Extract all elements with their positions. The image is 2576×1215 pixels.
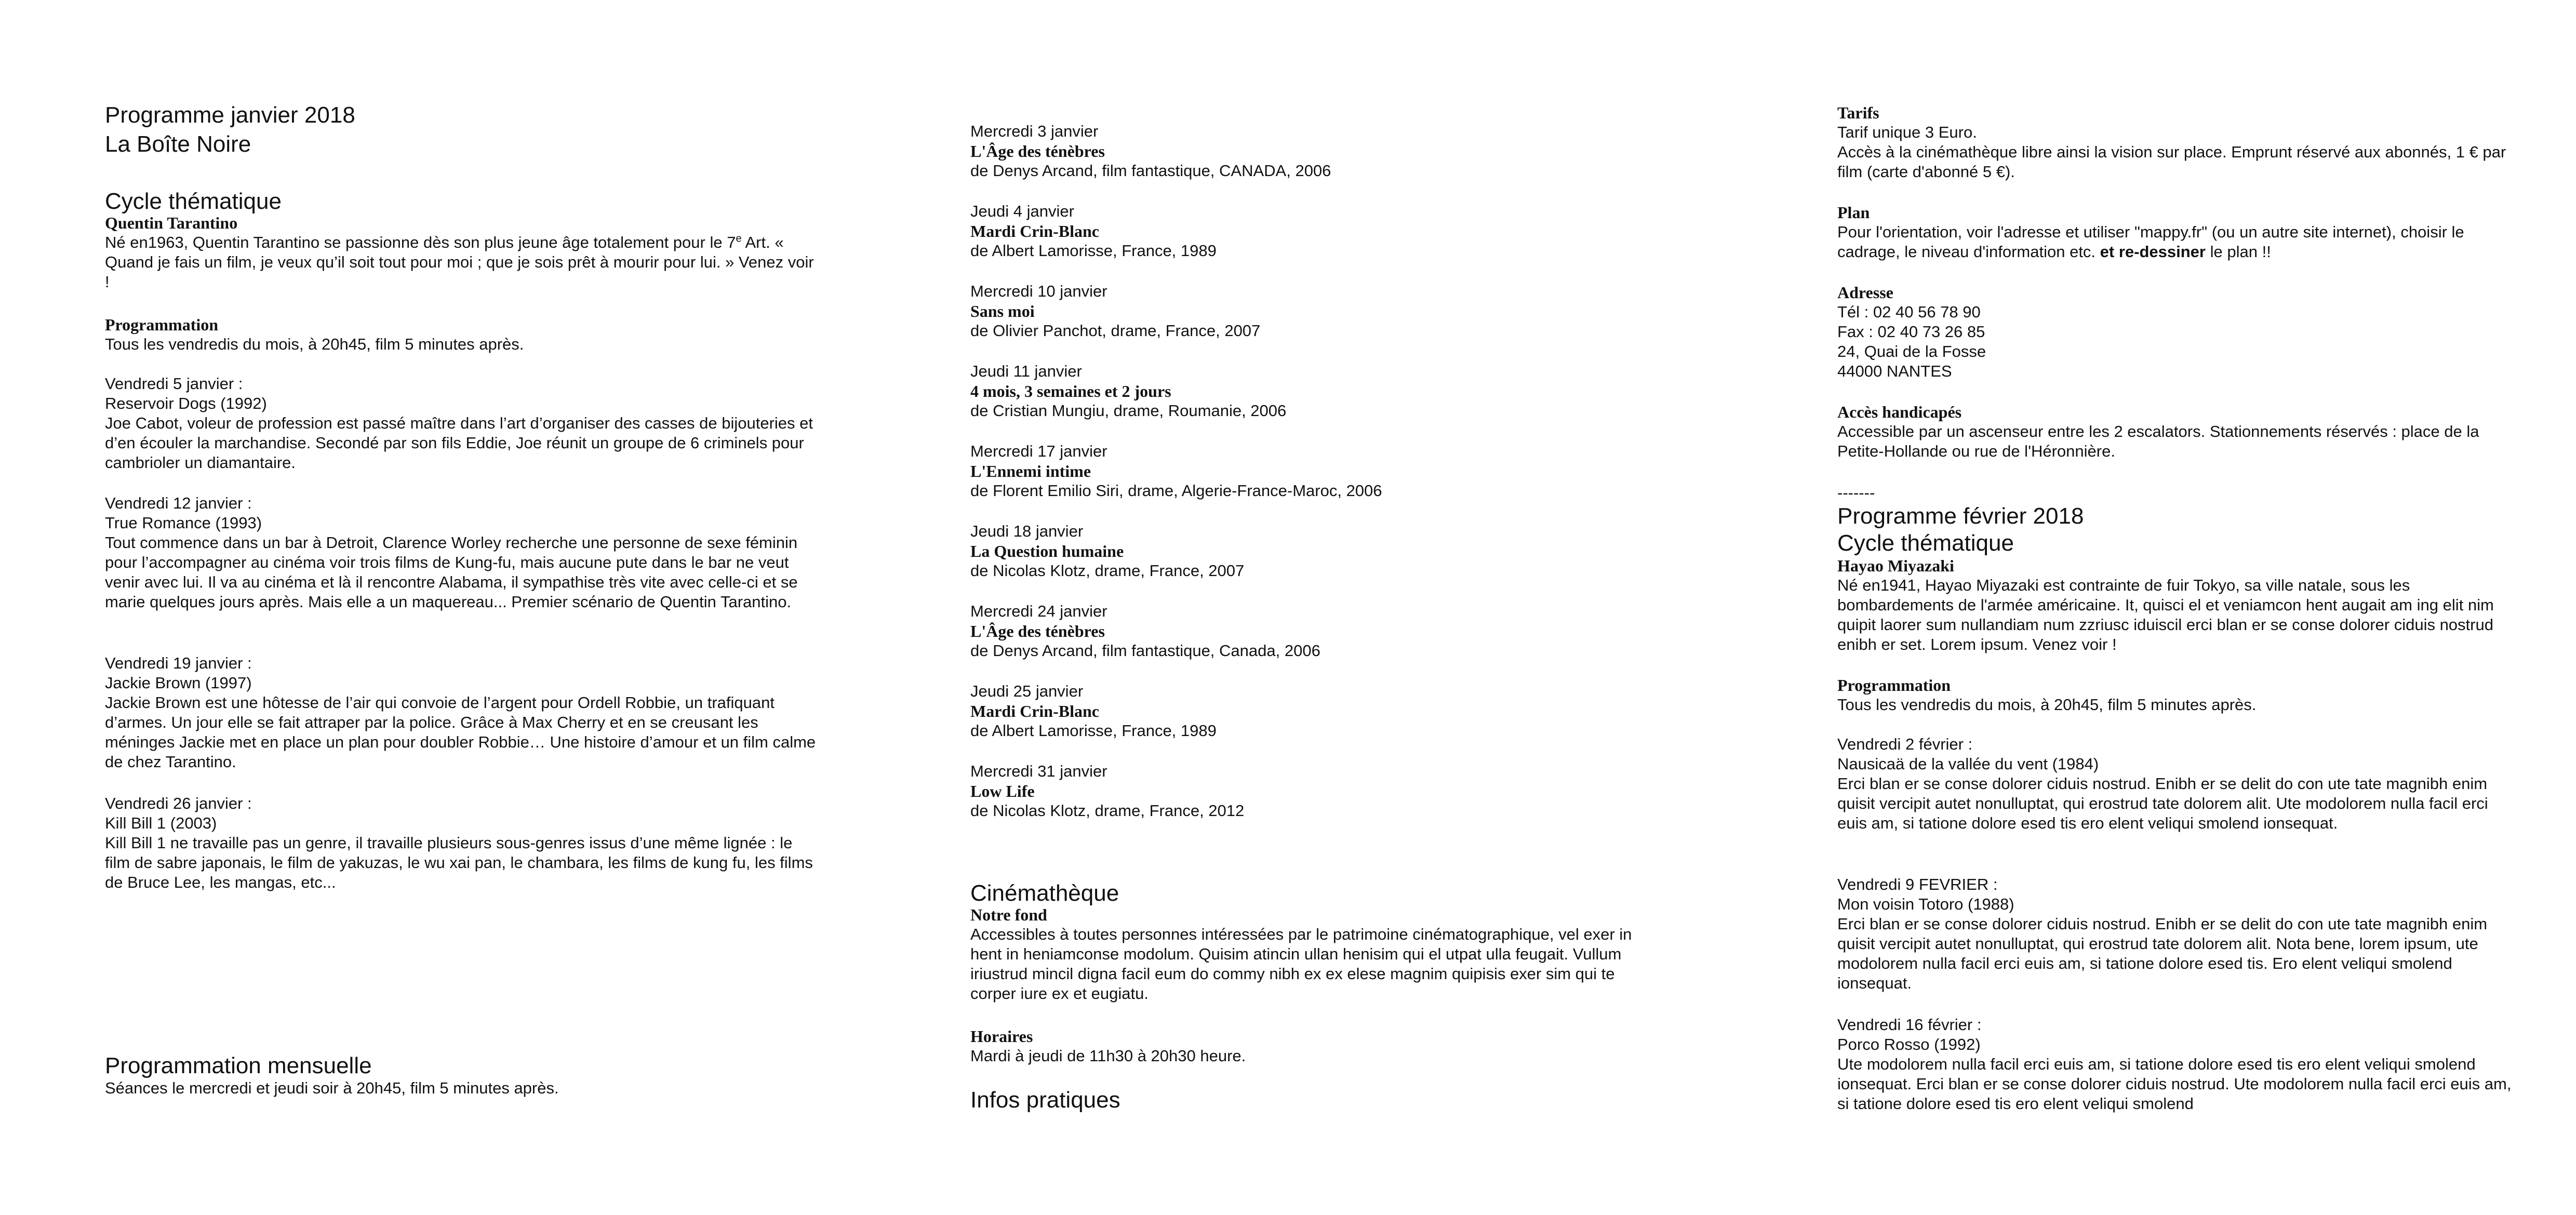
screening-date: Mercredi 3 janvier — [970, 122, 1099, 140]
film-date: Vendredi 12 janvier : — [105, 494, 252, 512]
director-name: Hayao Miyazaki — [1837, 556, 1954, 575]
film-entry — [105, 493, 822, 612]
cycle-intro: Né en1941, Hayao Miyazaki est contrainte de fuir Tokyo, sa ville natale, sous les bombardements de l'armée américaine. It, quisci el et veniamcon hent augait am ing elit nim quipit laorer sum nullandiam num zzriusc iduiscil erci blan er se conse dolorer ciduis nostrud enibh er set. Lorem ipsum. Venez voir ! — [1837, 576, 2494, 653]
screening-date: Jeudi 4 janvier — [970, 202, 1074, 220]
program-title: Programme février 2018 — [1837, 503, 2084, 529]
screening-info: de Cristian Mungiu, drame, Roumanie, 2006 — [970, 402, 1287, 420]
film-description: Erci blan er se conse dolorer ciduis nostrud. Enibh er se delit do con ute tate magnibh enim quisit vercipit autet nonulluptat, qui erostrud tate dolorem alit. Ute modolorem nulla facil erci euis am, si tatione dolore esed tis ero elent veliqui smolend ionsequat. — [1837, 775, 2488, 832]
plan-label: Plan — [1837, 203, 1870, 222]
acces-text: Accessible par un ascenseur entre les 2 escalators. Stationnements réservés : place de la Petite-Hollande ou rue de l'Héronnière. — [1837, 422, 2479, 460]
programmation-text: Tous les vendredis du mois, à 20h45, film 5 minutes après. — [105, 335, 524, 353]
horaires-label: Horaires — [970, 1027, 1033, 1046]
film-title: True Romance (1993) — [105, 514, 262, 532]
film-title: Nausicaä de la vallée du vent (1984) — [1837, 755, 2099, 773]
film-description: Joe Cabot, voleur de profession est passé maître dans l’art d’organiser des casses de bijouteries et d’en écouler la marchandise. Secondé par son fils Eddie, Joe réunit un groupe de 6 criminels pour cambrioler un diamantaire. — [105, 414, 813, 472]
screening-date: Mercredi 24 janvier — [970, 602, 1107, 620]
screening-date: Mercredi 17 janvier — [970, 442, 1107, 460]
screening-title: Mardi Crin-Blanc — [970, 222, 1099, 241]
film-description: Ute modolorem nulla facil erci euis am, si tatione dolore esed tis ero elent veliqui smolend ionsequat. Erci blan er se conse dolorer ciduis nostrud. Ute modolorem nulla facil erci euis am, si tatione dolore esed tis ero elent veliqui smolend — [1837, 1055, 2512, 1113]
screening-entry — [970, 522, 1244, 581]
film-description: Kill Bill 1 ne travaille pas un genre, il travaille plusieurs sous-genres issus d’une même lignée : le film de sabre japonais, le film de yakuzas, le wu xai pan, le chambara, les films de kung fu, les films de Bruce Lee, les mangas, etc... — [105, 834, 813, 891]
screening-title: Sans moi — [970, 302, 1035, 321]
film-description: Erci blan er se conse dolorer ciduis nostrud. Enibh er se delit do con ute tate magnibh enim quisit vercipit autet nonulluptat, qui erostrud tate dolorem alit. Nota bene, lorem ipsum, ute modolorem nulla facil erci euis am, si tatione dolore esed tis. Ero elent veliqui smolend ionsequat. — [1837, 915, 2488, 992]
screening-title: L'Âge des ténèbres — [970, 142, 1105, 161]
screening-title: L'Âge des ténèbres — [970, 622, 1105, 640]
film-entry — [105, 794, 822, 892]
fond-label: Notre fond — [970, 905, 1047, 924]
program-title: Programme janvier 2018 — [105, 102, 355, 128]
screening-info: de Nicolas Klotz, drame, France, 2007 — [970, 562, 1245, 580]
programmation-text: Tous les vendredis du mois, à 20h45, film 5 minutes après. — [1837, 696, 2257, 714]
screening-date: Mercredi 31 janvier — [970, 762, 1107, 780]
tarifs-line: Tarif unique 3 Euro. — [1837, 123, 1977, 141]
screening-entry — [970, 362, 1286, 421]
film-title: Jackie Brown (1997) — [105, 674, 252, 692]
fond-text: Accessibles à toutes personnes intéressées par le patrimoine cinématographique, vel exer in hent in heniamconse modolum. Quisim atincin ullan henisim qui el utpat ulla feugait. Vullum iriustrud mincil digna facil eum do commy nibh ex ex elese magnim quipisis exer sim qui te corper iure ex et eugiatu. — [970, 925, 1632, 1003]
screening-date: Jeudi 18 janvier — [970, 522, 1084, 540]
infos-heading: Infos pratiques — [970, 1087, 1120, 1113]
cycle-heading: Cycle thématique — [1837, 530, 2014, 556]
film-date: Vendredi 5 janvier : — [105, 375, 243, 393]
screening-entry — [970, 122, 1331, 181]
screening-title: Low Life — [970, 782, 1035, 800]
film-date: Vendredi 26 janvier : — [105, 794, 252, 812]
programmation-label: Programmation — [105, 315, 219, 334]
fax-number: Fax : 02 40 73 26 85 — [1837, 323, 1985, 341]
adresse-label: Adresse — [1837, 283, 1893, 302]
screening-info: de Denys Arcand, film fantastique, Canada, 2006 — [970, 642, 1320, 660]
cinematheque-heading: Cinémathèque — [970, 880, 1119, 906]
screening-info: de Florent Emilio Siri, drame, Algerie-France-Maroc, 2006 — [970, 482, 1382, 500]
screening-title: 4 mois, 3 semaines et 2 jours — [970, 382, 1171, 400]
screening-title: Mardi Crin-Blanc — [970, 702, 1099, 720]
film-entry — [1837, 1015, 2513, 1114]
city-address: 44000 NANTES — [1837, 362, 1952, 380]
film-date: Vendredi 9 FEVRIER : — [1837, 875, 1998, 893]
film-entry — [1837, 735, 2513, 833]
horaires-text: Mardi à jeudi de 11h30 à 20h30 heure. — [970, 1047, 1246, 1065]
film-title: Reservoir Dogs (1992) — [105, 394, 267, 412]
phone-number: Tél : 02 40 56 78 90 — [1837, 303, 1981, 321]
screening-info: de Olivier Panchot, drame, France, 2007 — [970, 322, 1261, 340]
venue-name: La Boîte Noire — [105, 131, 251, 157]
film-title: Kill Bill 1 (2003) — [105, 814, 217, 832]
film-title: Porco Rosso (1992) — [1837, 1035, 1981, 1053]
screening-info: de Albert Lamorisse, France, 1989 — [970, 242, 1217, 260]
film-title: Mon voisin Totoro (1988) — [1837, 895, 2014, 913]
street-address: 24, Quai de la Fosse — [1837, 342, 1986, 361]
screening-entry — [970, 442, 1382, 501]
screening-date: Jeudi 11 janvier — [970, 362, 1082, 380]
film-date: Vendredi 2 février : — [1837, 735, 1973, 753]
film-description: Tout commence dans un bar à Detroit, Clarence Worley recherche une personne de sexe féminin pour l’accompagner au cinéma voir trois films de Kung-fu, mais aucune pute dans le bar ne veut venir avec lui. Il va au cinéma et là il rencontre Alabama, il sympathise très vite avec celle-ci et se marie quelques jours après. Mais elle a un maquereau... Premier scénario de Quentin Tarantino. — [105, 533, 798, 611]
screening-entry — [970, 282, 1260, 341]
tarifs-text: Accès à la cinémathèque libre ainsi la vision sur place. Emprunt réservé aux abonnés, 1 € par film (carte d'abonné 5 €). — [1837, 143, 2506, 181]
director-name: Quentin Tarantino — [105, 213, 238, 232]
film-date: Vendredi 19 janvier : — [105, 654, 252, 672]
mensuelle-heading: Programmation mensuelle — [105, 1053, 372, 1078]
screening-info: de Nicolas Klotz, drame, France, 2012 — [970, 802, 1245, 820]
screening-entry — [970, 762, 1244, 821]
screening-entry — [970, 202, 1217, 261]
screening-entry — [970, 682, 1217, 741]
film-entry — [105, 374, 822, 473]
programmation-label: Programmation — [1837, 676, 1951, 695]
acces-label: Accès handicapés — [1837, 403, 1962, 421]
cycle-heading: Cycle thématique — [105, 189, 282, 214]
screening-date: Mercredi 10 janvier — [970, 282, 1107, 300]
film-entry — [1837, 875, 2513, 993]
mensuelle-text: Séances le mercredi et jeudi soir à 20h45, film 5 minutes après. — [105, 1079, 559, 1097]
screening-info: de Albert Lamorisse, France, 1989 — [970, 722, 1217, 740]
separator: ------- — [1837, 484, 1875, 502]
film-entry — [105, 653, 822, 772]
address-block — [1837, 302, 1986, 381]
screening-date: Jeudi 25 janvier — [970, 682, 1084, 700]
screening-info: de Denys Arcand, film fantastique, CANADA, 2006 — [970, 162, 1331, 180]
screening-entry — [970, 602, 1320, 661]
screening-title: La Question humaine — [970, 542, 1124, 560]
film-description: Jackie Brown est une hôtesse de l’air qui convoie de l’argent pour Ordell Robbie, un trafiquant d’armes. Un jour elle se fait attraper par la police. Grâce à Max Cherry et en se creusant les méninges Jackie met en place un plan pour doubler Robbie… Une histoire d’amour et un film calme de chez Tarantino. — [105, 693, 816, 771]
film-date: Vendredi 16 février : — [1837, 1016, 1982, 1034]
tarifs-label: Tarifs — [1837, 103, 1879, 122]
cycle-intro: Né en1963, Quentin Tarantino se passionne dès son plus jeune âge totalement pour le 7e Art. « Quand je fais un film, je veux qu’il soit tout pour moi ; que je sois prêt à mourir pour lui. » Venez voir ! — [105, 233, 814, 291]
plan-text: Pour l'orientation, voir l'adresse et utiliser "mappy.fr" (ou un autre site internet), choisir le cadrage, le niveau d'information etc. et re-dessiner le plan !! — [1837, 223, 2464, 261]
screening-title: L'Ennemi intime — [970, 462, 1091, 480]
